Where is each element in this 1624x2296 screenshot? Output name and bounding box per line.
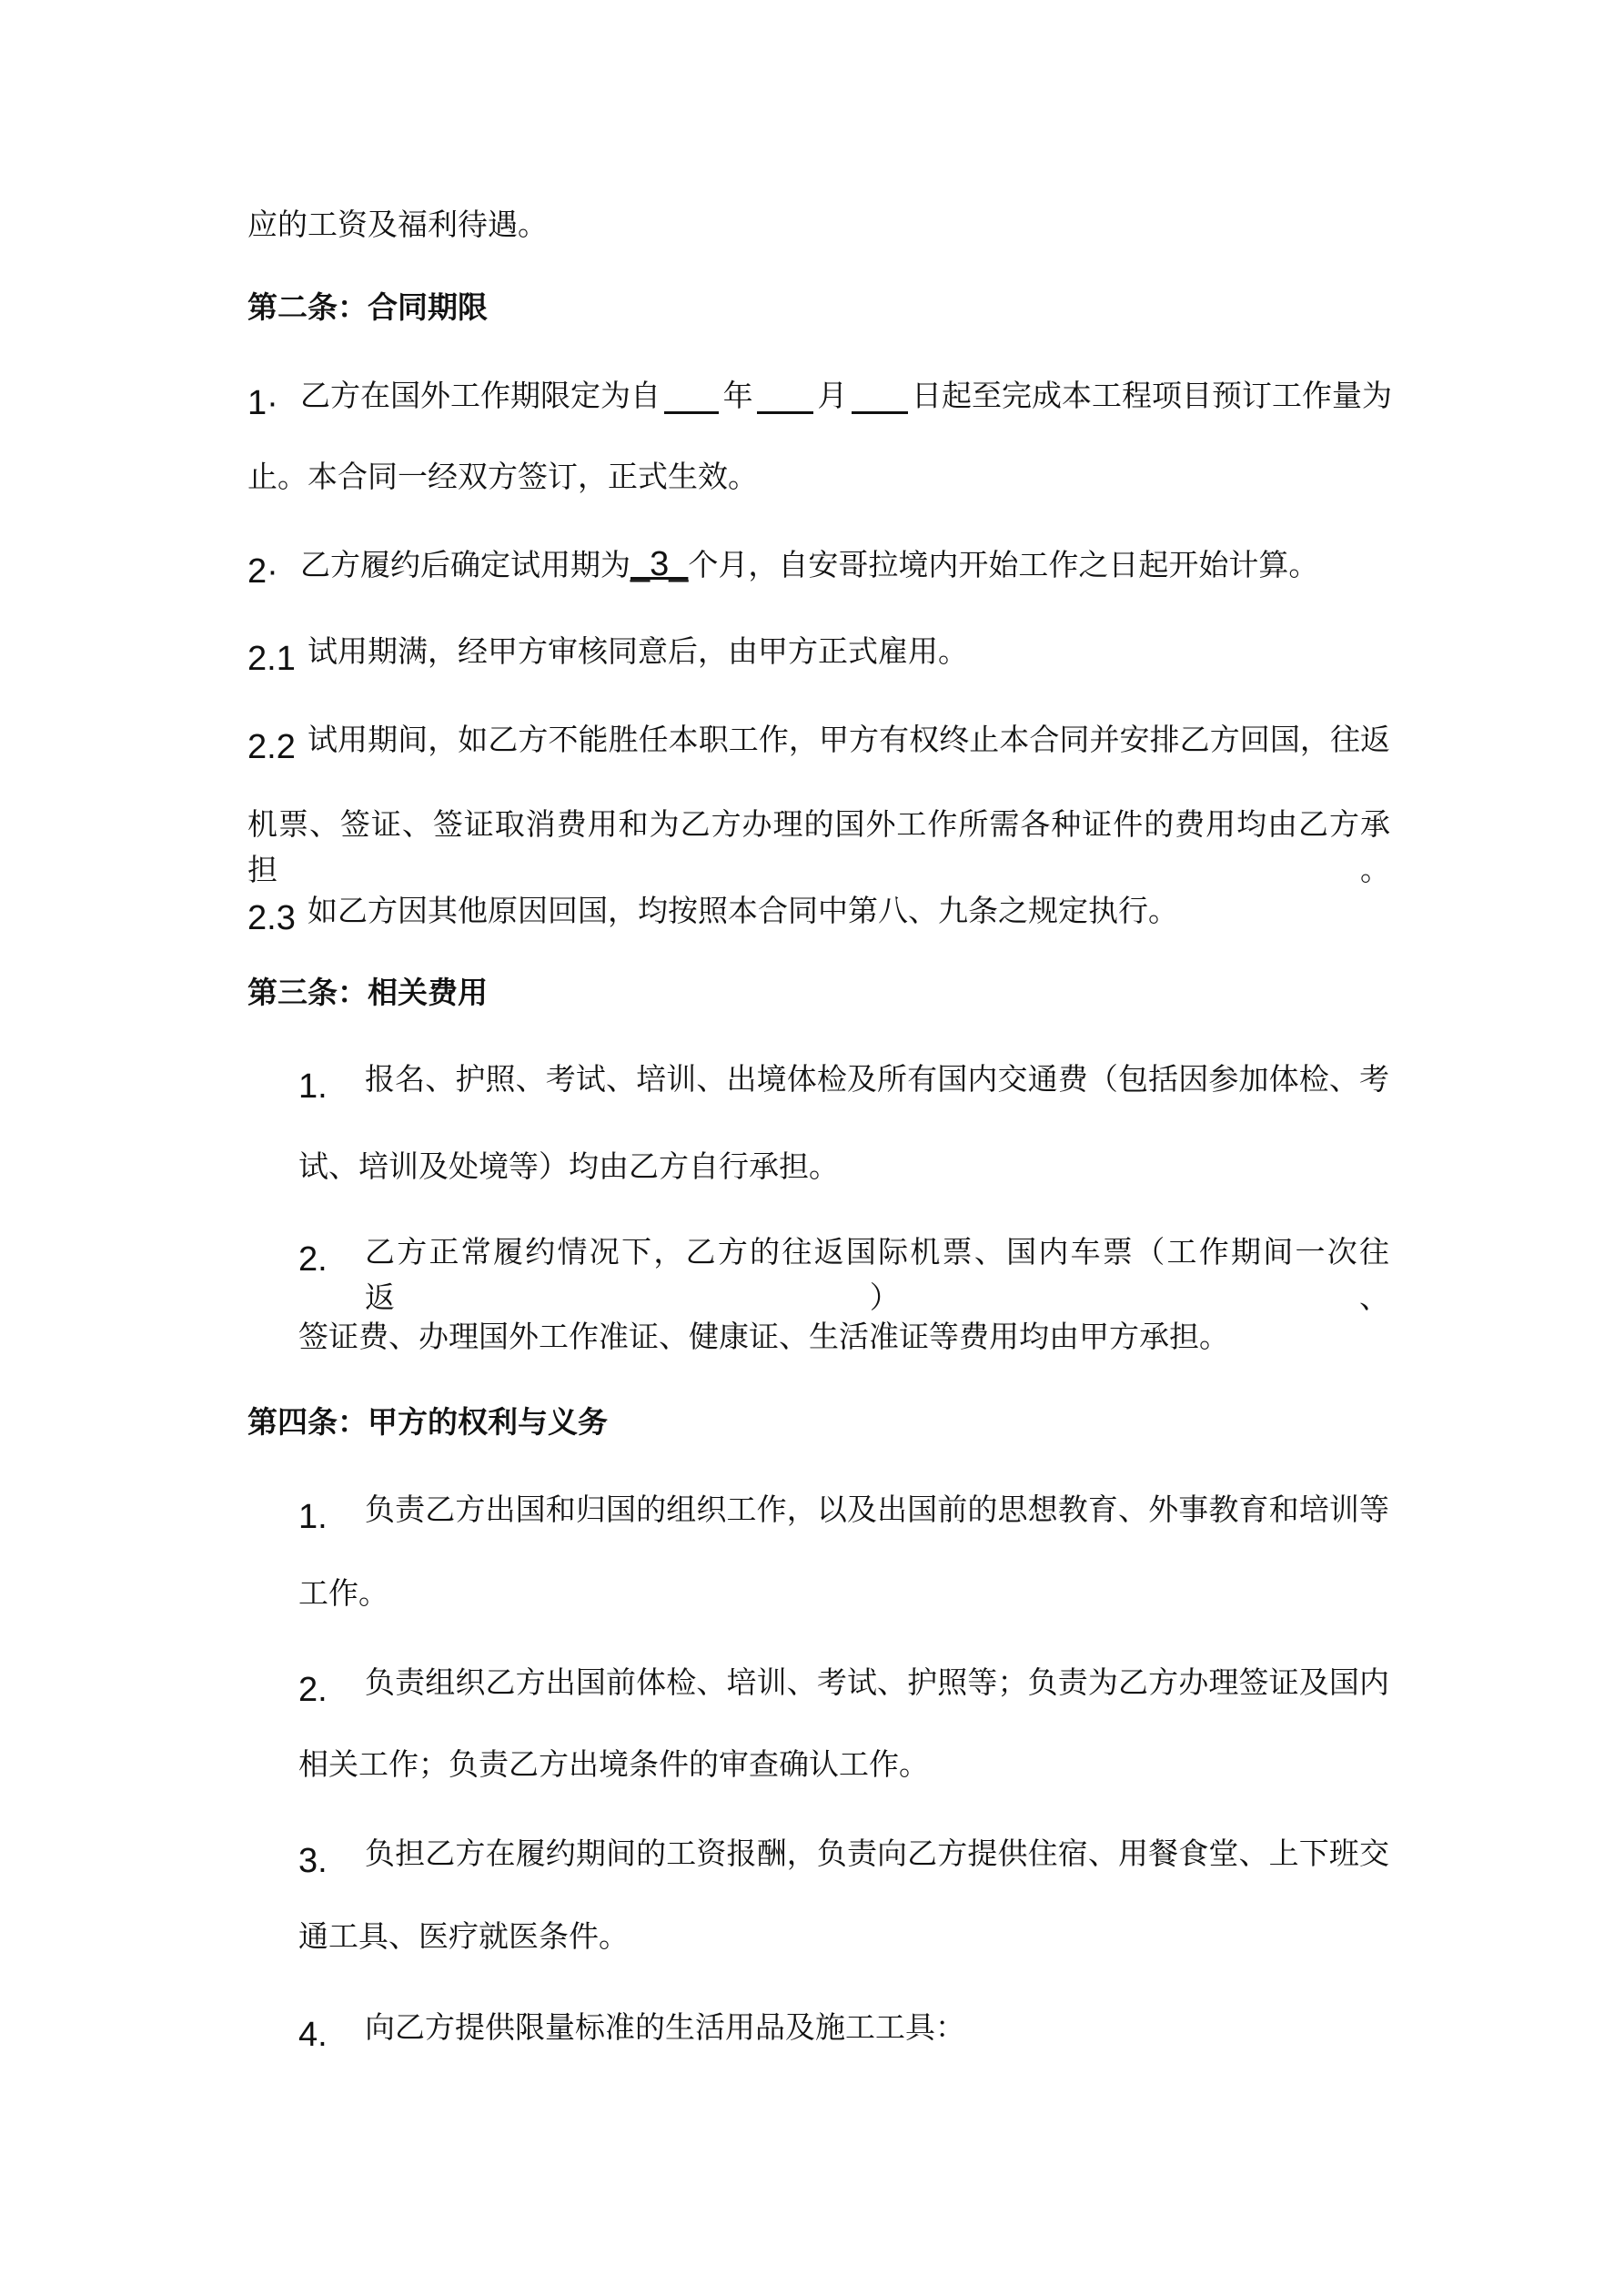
paragraph-text: 应的工资及福利待遇。 — [247, 207, 548, 242]
clause-2-2-3 — [247, 888, 1394, 937]
list-item-text: 试、培训及处境等）均由乙方自行承担。 — [298, 1148, 839, 1184]
probation-months-value: _3_ — [630, 545, 689, 583]
clause-2-2-2 — [247, 717, 1394, 766]
paragraph-text: 试用期间，如乙方不能胜任本职工作，甲方有权终止本合同并安排乙方回国，往返 — [308, 722, 1390, 757]
list-item-text: 负责组织乙方出国前体检、培训、考试、护照等；负责为乙方办理签证及国内 — [365, 1664, 1389, 1700]
list-number: 2. — [298, 1671, 328, 1709]
paragraph-text: 止。本合同一经双方签订，正式生效。 — [247, 459, 758, 494]
day-blank[interactable] — [852, 379, 908, 414]
clause-2-1 — [247, 373, 1394, 422]
list-number: 1. — [298, 1498, 328, 1536]
clause-number: 1· — [247, 384, 278, 422]
list-item-text: 工作。 — [298, 1575, 388, 1611]
list-item-text: 向乙方提供限量标准的生活用品及施工工具： — [365, 2009, 965, 2045]
paragraph-text: 乙方在国外工作期限定为自 — [300, 378, 661, 413]
list-item-text: 乙方正常履约情况下，乙方的往返国际机票、国内车票（工作期间一次往返）、 — [365, 1234, 1389, 1315]
list-item-text: 通工具、医疗就医条件。 — [298, 1918, 629, 1954]
paragraph-text: 机票、签证、签证取消费用和为乙方办理的国外工作所需各种证件的费用均由乙方承担。 — [247, 806, 1390, 887]
paragraph-text: 如乙方因其他原因回国，均按照本合同中第八、九条之规定执行。 — [308, 893, 1178, 928]
list-item-text: 负责乙方出国和归国的组织工作，以及出国前的思想教育、外事教育和培训等 — [365, 1492, 1389, 1527]
clause-number: 2.1 — [247, 640, 296, 678]
list-item-text: 签证费、办理国外工作准证、健康证、生活准证等费用均由甲方承担。 — [298, 1319, 1229, 1354]
list-item-text: 相关工作；负责乙方出境条件的审查确认工作。 — [298, 1746, 929, 1782]
month-blank[interactable] — [757, 379, 813, 414]
clause-number: 2· — [247, 552, 278, 591]
clause-number: 2.2 — [247, 728, 296, 766]
paragraph-text: 试用期满，经甲方审核同意后，由甲方正式雇用。 — [308, 633, 968, 669]
paragraph-text: 个月，自安哥拉境内开始工作之日起开始计算。 — [688, 547, 1319, 582]
list-number: 3. — [298, 1842, 328, 1880]
year-label: 年 — [722, 378, 753, 413]
list-number: 4. — [298, 2016, 328, 2054]
paragraph-text: 日起至完成本工程项目预订工作量为 — [911, 378, 1392, 413]
list-number: 2. — [298, 1240, 328, 1279]
article-3-heading: 第三条：相关费用 — [247, 975, 488, 1010]
article-4-heading: 第四条：甲方的权利与义务 — [247, 1404, 608, 1440]
clause-number: 2.3 — [247, 899, 296, 937]
paragraph-text: 乙方履约后确定试用期为 — [300, 547, 630, 582]
list-item-text: 报名、护照、考试、培训、出境体检及所有国内交通费（包括因参加体检、考 — [365, 1061, 1389, 1097]
month-label: 月 — [817, 378, 848, 413]
list-item-text: 负担乙方在履约期间的工资报酬，负责向乙方提供住宿、用餐食堂、上下班交 — [365, 1836, 1389, 1871]
year-blank[interactable] — [664, 379, 719, 414]
clause-2-2-1 — [247, 629, 1394, 678]
article-2-heading: 第二条：合同期限 — [247, 289, 488, 325]
list-number: 1. — [298, 1067, 328, 1106]
clause-2-2 — [247, 541, 1394, 591]
